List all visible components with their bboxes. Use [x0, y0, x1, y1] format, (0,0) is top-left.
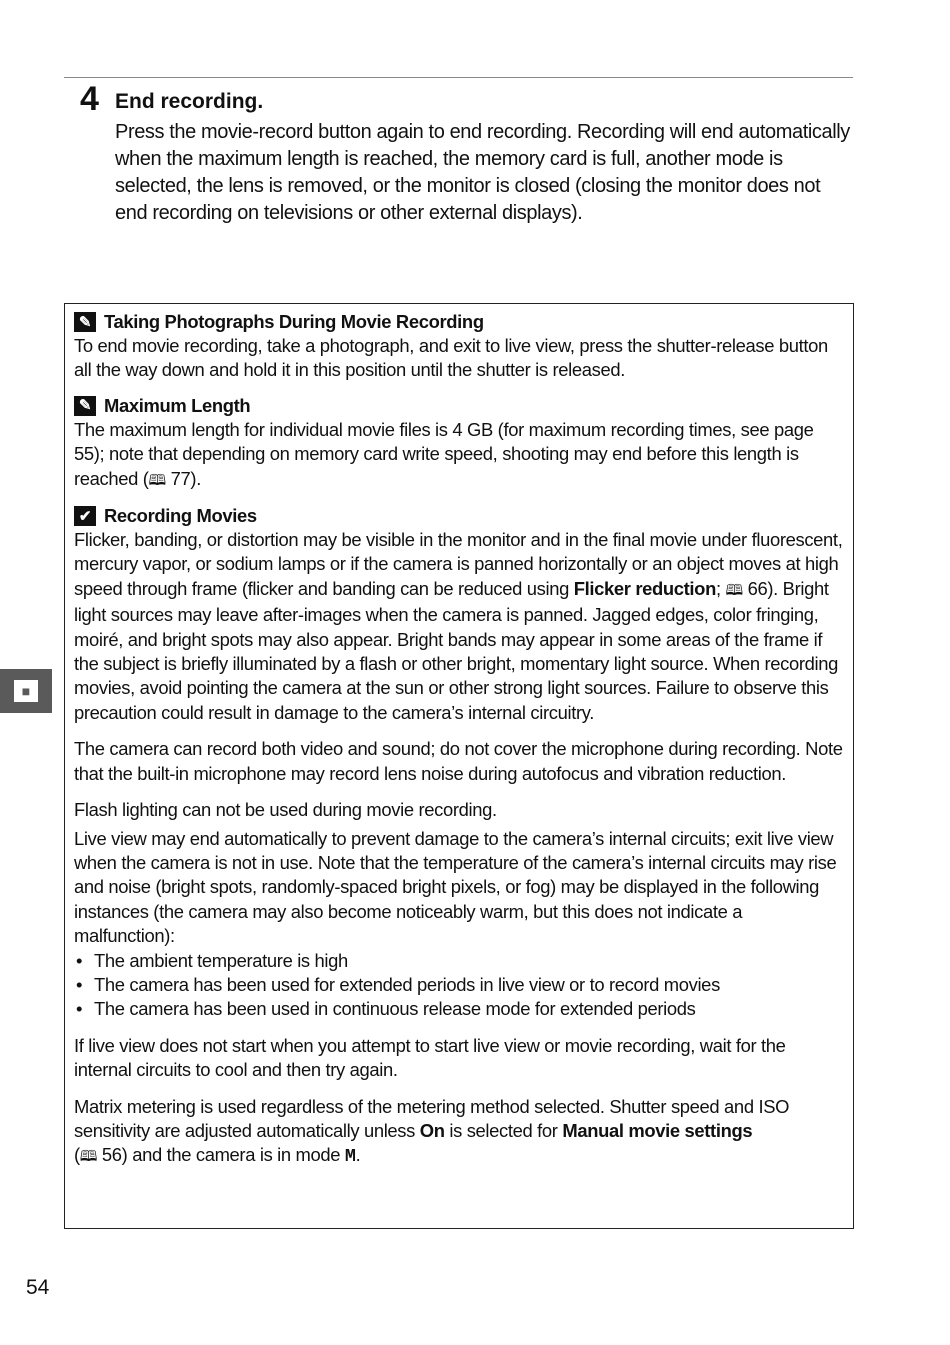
- note-body: [74, 418, 843, 493]
- note-title: Taking Photographs During Movie Recording: [104, 310, 484, 332]
- notes-box: [64, 303, 854, 1229]
- text: ;: [715, 577, 726, 599]
- paragraph: [74, 1095, 843, 1170]
- text: ).: [190, 467, 201, 489]
- book-icon: 🕮: [725, 581, 743, 599]
- text: ). Bright light sources may leave after-images when the camera is panned. Jagged edges, color fringing, moiré, and bright spots may also appear. Bright bands may appear in some areas of the frame if the subject is briefly illuminated by a flash or other bright, momentary light source. When recording movies, avoid pointing the camera at the sun or other strong light sources. Failure to observe this precaution could result in damage to the camera’s internal circuitry.: [74, 577, 838, 723]
- note-photographs: [74, 310, 843, 383]
- step-number: 4: [80, 80, 99, 118]
- text: .: [355, 1144, 361, 1166]
- pencil-icon: ✎: [74, 396, 96, 416]
- paragraph: If live view does not start when you attempt to start live view or movie recording, wait for the internal circuits to cool and then try again.: [74, 1034, 786, 1081]
- mode-ref: M: [344, 1146, 356, 1168]
- note-title: Recording Movies: [104, 504, 257, 526]
- text: ) and the camera is in mode: [121, 1144, 345, 1166]
- page-ref-link[interactable]: 77: [170, 467, 191, 489]
- header-rule: [64, 77, 853, 78]
- text: Matrix metering is used regardless of the metering method selected. Shutter speed and ISO sensitivity are adjusted automatically unless: [74, 1095, 790, 1141]
- book-icon: 🕮: [148, 471, 166, 489]
- menu-item-ref: Manual movie settings: [562, 1119, 753, 1141]
- paragraph: [74, 528, 843, 725]
- section-tab-movie[interactable]: [0, 669, 52, 713]
- step-title: End recording.: [115, 90, 264, 113]
- list-item: • The ambient temperature is high: [74, 949, 843, 973]
- note-recording-movies: [74, 504, 843, 1170]
- text: is selected for: [444, 1119, 563, 1141]
- note-title: Maximum Length: [104, 394, 251, 416]
- book-icon: 🕮: [79, 1148, 98, 1166]
- menu-item-ref: Flicker reduction: [573, 577, 716, 599]
- page-ref-link[interactable]: 56: [101, 1144, 122, 1166]
- pencil-icon: ✎: [74, 312, 96, 332]
- paragraph: Live view may end automatically to prevent damage to the camera’s internal circuits; exit live view when the camera is not in use. Note that the temperature of the camera’s internal circuits may rise and noise (bright spots, randomly-spaced bright pixels, or fog) may be displayed in the following instances (the camera may also become noticeably warm, but this does not indicate a malfunction):: [74, 827, 837, 947]
- step-body: Press the movie-record button again to end recording. Recording will end automatically when the maximum length is reached, the memory card is full, another mode is selected, the lens is removed, or the monitor is closed (closing the monitor does not end recording on televisions or other external displays).: [115, 121, 850, 224]
- paragraph: Flash lighting can not be used during movie recording.: [74, 799, 497, 821]
- checkmark-icon: ✔: [74, 506, 96, 526]
- list-item: • The camera has been used for extended periods in live view or to record movies: [74, 973, 843, 997]
- option-ref: On: [419, 1119, 445, 1141]
- note-body: To end movie recording, take a photograph, and exit to live view, press the shutter-release button all the way down and hold it in this position until the shutter is released.: [74, 335, 828, 381]
- text: (: [74, 1144, 80, 1166]
- text: The maximum length for individual movie files is 4 GB (for maximum recording times, see page 55); note that depending on memory card write speed, shooting may end before this length is reached (: [74, 418, 814, 489]
- page-number: 54: [26, 1276, 50, 1299]
- bullet-list: [74, 949, 843, 1022]
- text: Flicker, banding, or distortion may be visible in the monitor and in the final movie under fluorescent, mercury vapor, or sodium lamps or if the camera is panned horizontally or an object moves at high speed through frame (flicker and banding can be reduced using: [74, 529, 843, 599]
- page-ref-link[interactable]: 66: [747, 577, 768, 599]
- paragraph: The camera can record both video and sound; do not cover the microphone during recording. Note that the built-in microphone may record lens noise during autofocus and vibration reduction.: [74, 738, 843, 784]
- list-item: • The camera has been used in continuous release mode for extended periods: [74, 997, 843, 1021]
- note-maximum-length: [74, 394, 843, 493]
- movie-camera-icon: ■: [14, 680, 38, 702]
